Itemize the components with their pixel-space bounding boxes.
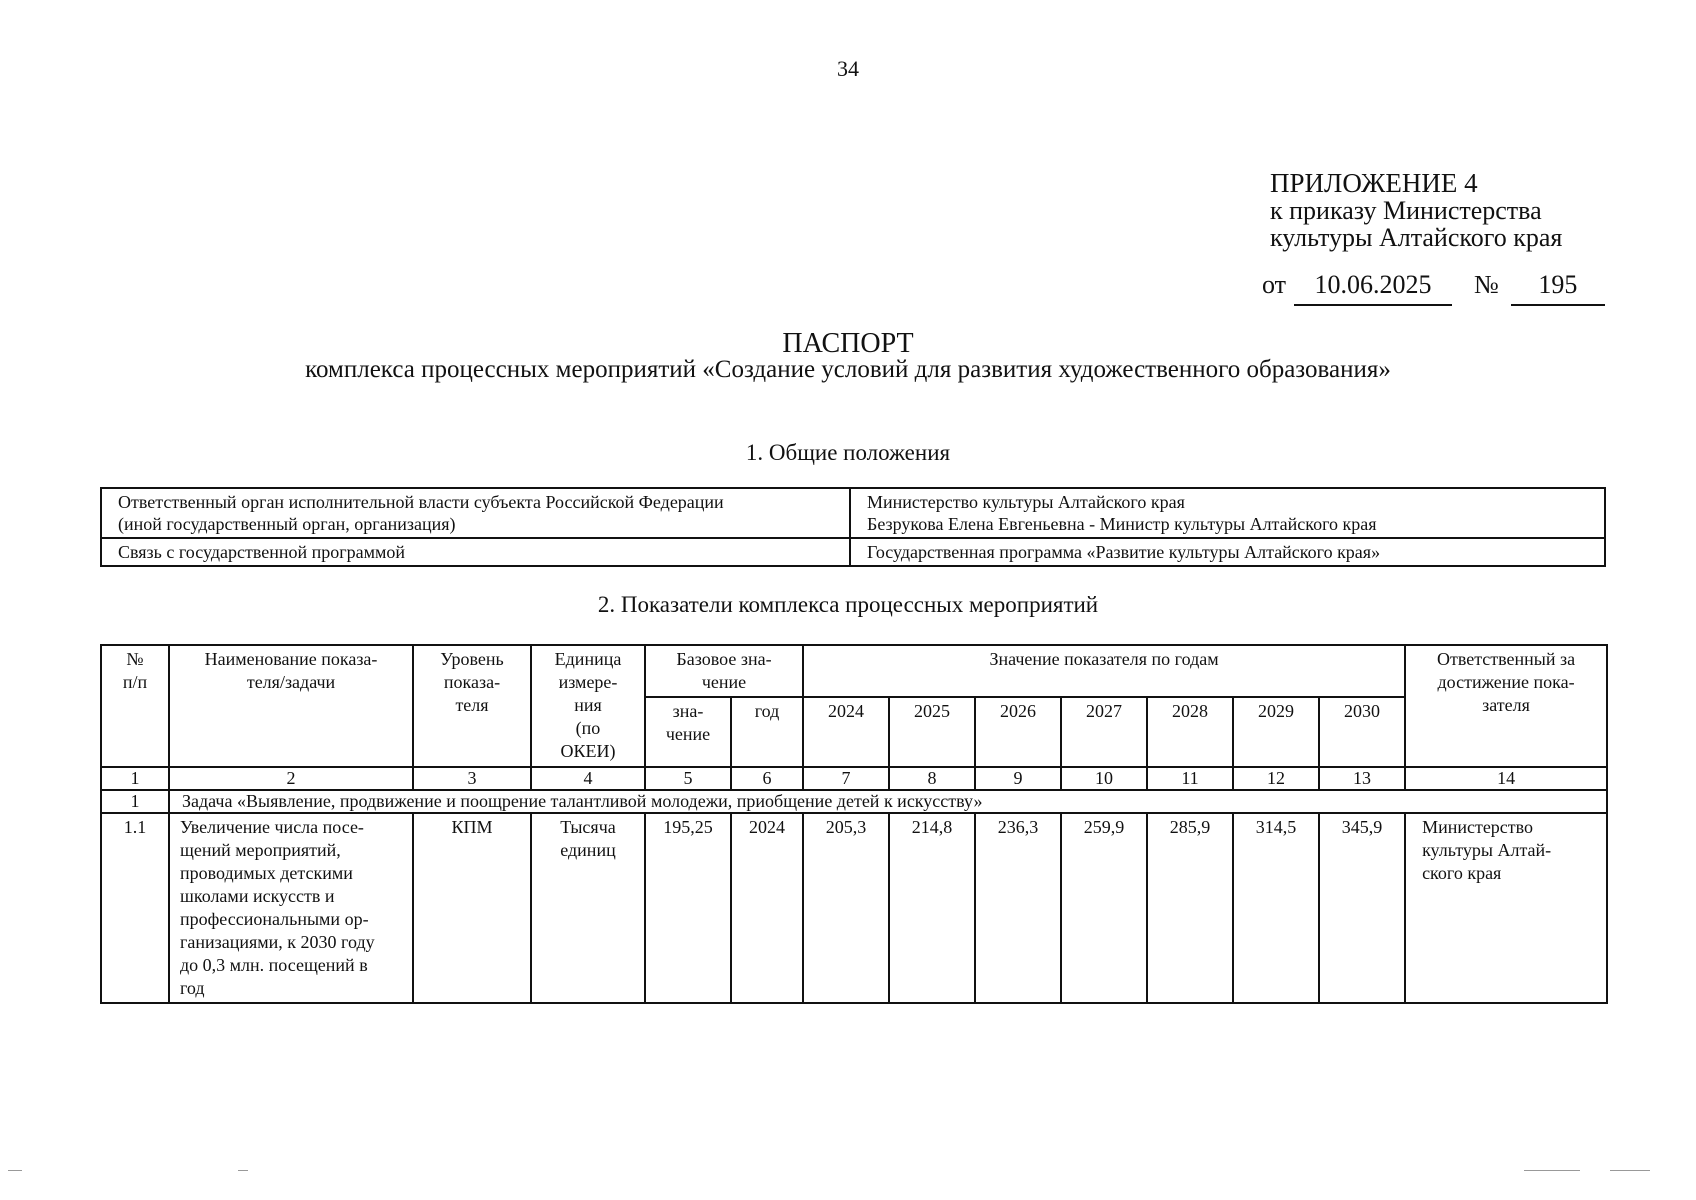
value-line: Министерство культуры Алтайского края [867,492,1185,512]
header-text: Наименование показа- [204,649,378,669]
indicator-name-line: ганизациями, к 2030 году [180,932,375,952]
column-number-row [101,767,1607,790]
indicator-name-line: Увеличение числа посе- [180,817,364,837]
header-base [645,645,803,697]
task-text: Задача «Выявление, продвижение и поощрение талантливой молодежи, приобщение детей к искусству» [169,790,1607,813]
header-year: 2024 [803,697,889,767]
scan-artifact [1610,1170,1650,1171]
task-num: 1 [101,790,169,813]
header-text: Единица [554,649,622,669]
responsible-line: культуры Алтай- [1422,840,1552,860]
header-year: 2025 [889,697,975,767]
header-text: измере- [558,672,618,692]
table-row [101,538,1605,566]
scan-artifact [8,1170,22,1171]
label-line: Ответственный орган исполнительной власти субъекта Российской Федерации [118,492,724,512]
header-level [413,645,531,767]
indicator-num: 1.1 [101,813,169,1003]
header-base-year: год [731,697,803,767]
header-text: Ответственный за [1436,649,1576,669]
indicator-unit [531,813,645,1003]
header-base-value [645,697,731,767]
document-title: ПАСПОРТ [782,328,914,359]
header-year: 2029 [1233,697,1319,767]
column-number: 1 [101,767,169,790]
responsible-body-value [850,488,1605,538]
general-provisions-table [100,487,1606,567]
page-number: 34 [837,56,859,81]
table-row [101,488,1605,538]
column-number: 8 [889,767,975,790]
column-number: 11 [1147,767,1233,790]
unit-line: единиц [560,840,616,860]
value-line: Безрукова Елена Евгеньевна - Министр культуры Алтайского края [867,514,1377,534]
header-text: ния [574,695,602,715]
header-text: зна- [672,701,704,721]
header-num [101,645,169,767]
order-date: 10.06.2025 [1294,270,1452,306]
order-reference [1262,270,1605,306]
responsible-line: ского края [1422,863,1502,883]
indicator-row [101,813,1607,1003]
column-number: 6 [731,767,803,790]
header-text: ОКЕИ) [560,741,616,761]
header-text: зателя [1482,695,1530,715]
indicator-name-line: щений мероприятий, [180,840,341,860]
header-row [101,645,1607,697]
responsible-line: Министерство [1422,817,1534,837]
column-number: 7 [803,767,889,790]
indicator-value-2028: 285,9 [1147,813,1233,1003]
appendix-title: ПРИЛОЖЕНИЕ 4 [1270,168,1478,198]
header-year: 2027 [1061,697,1147,767]
header-text: теля [455,695,489,715]
header-text: показа- [443,672,501,692]
indicator-name-line: год [180,978,205,998]
indicator-name-line: проводимых детскими [180,863,353,883]
indicators-table [100,644,1608,1004]
header-text: п/п [122,672,148,692]
section2-heading: 2. Показатели комплекса процессных мероприятий [597,592,1099,617]
header-text: чение [665,724,711,744]
header-text: № [126,649,144,669]
indicator-name-line: до 0,3 млн. посещений в [180,955,368,975]
column-number: 2 [169,767,413,790]
task-row [101,790,1607,813]
header-responsible [1405,645,1607,767]
indicator-value-2024: 205,3 [803,813,889,1003]
indicator-base-value: 195,25 [645,813,731,1003]
header-text: Уровень [440,649,504,669]
indicator-value-2029: 314,5 [1233,813,1319,1003]
unit-line: Тысяча [560,817,616,837]
order-number: 195 [1511,270,1605,306]
indicator-name-line: школами искусств и [180,886,335,906]
header-by-years: Значение показателя по годам [803,645,1405,697]
header-text: чение [701,672,747,692]
column-number: 3 [413,767,531,790]
indicator-responsible [1405,813,1607,1003]
indicator-value-2030: 345,9 [1319,813,1405,1003]
responsible-body-label [101,488,850,538]
program-link-label: Связь с государственной программой [101,538,850,566]
program-link-value: Государственная программа «Развитие культуры Алтайского края» [850,538,1605,566]
header-year: 2028 [1147,697,1233,767]
header-text: достижение пока- [1437,672,1575,692]
header-text: Базовое зна- [676,649,772,669]
header-year: 2030 [1319,697,1405,767]
number-label: № [1474,270,1499,299]
header-text: теля/задачи [246,672,336,692]
from-label: от [1262,270,1287,299]
indicator-name [169,813,413,1003]
appendix-line2: к приказу Министерства [1270,196,1542,225]
column-number: 9 [975,767,1061,790]
column-number: 14 [1405,767,1607,790]
column-number: 4 [531,767,645,790]
indicator-base-year: 2024 [731,813,803,1003]
header-text: (по [575,718,601,738]
document-subtitle: комплекса процессных мероприятий «Создание условий для развития художественного образования» [305,356,1391,383]
column-number: 5 [645,767,731,790]
header-unit [531,645,645,767]
header-year: 2026 [975,697,1061,767]
column-number: 10 [1061,767,1147,790]
header-name [169,645,413,767]
section1-heading: 1. Общие положения [745,440,951,465]
appendix-block [1270,170,1562,251]
appendix-line3: культуры Алтайского края [1270,223,1563,252]
scan-artifact [1524,1170,1580,1171]
column-number: 13 [1319,767,1405,790]
indicator-value-2027: 259,9 [1061,813,1147,1003]
column-number: 12 [1233,767,1319,790]
indicator-level: КПМ [413,813,531,1003]
label-line: (иной государственный орган, организация) [118,514,456,534]
scan-artifact [238,1170,248,1171]
indicator-value-2026: 236,3 [975,813,1061,1003]
indicator-value-2025: 214,8 [889,813,975,1003]
indicator-name-line: профессиональными ор- [180,909,369,929]
